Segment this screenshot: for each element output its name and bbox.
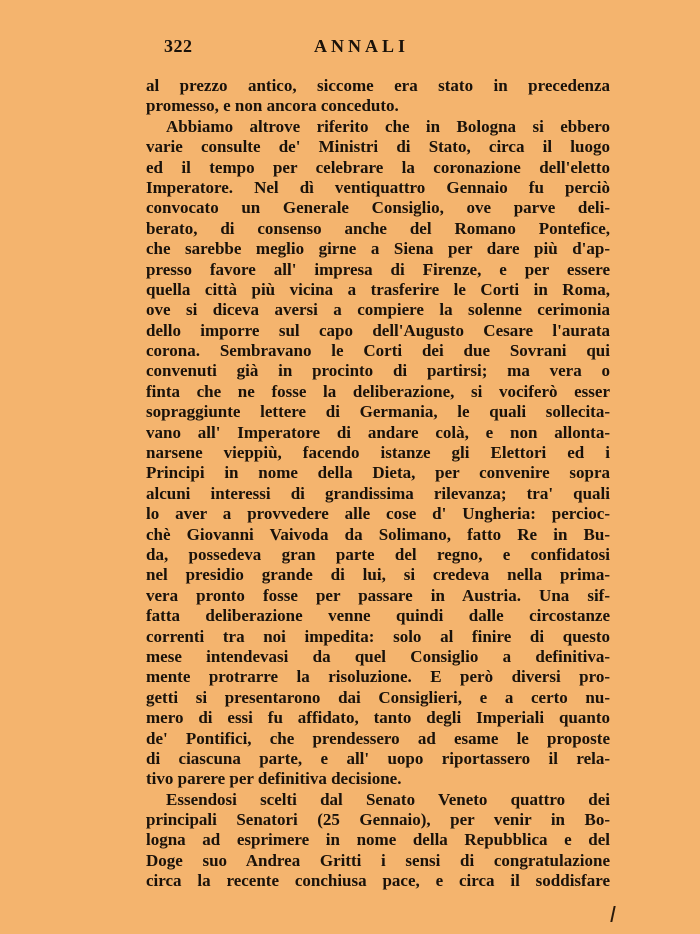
text-line: Imperatore. Nel dì ventiquattro Gennaio fu perciò	[146, 177, 610, 197]
text-line: Essendosi scelti dal Senato Veneto quattro dei	[166, 789, 610, 809]
text-line: mente protrarre la risoluzione. E però diversi pro-	[146, 667, 610, 687]
text-line: nel presidio grande di lui, si credeva nella prima-	[146, 565, 610, 585]
text-line: de' Pontifici, che prendessero ad esame le proposte	[146, 728, 610, 748]
text-line: presso favore all' impresa di Firenze, e per essere	[146, 259, 610, 279]
body-text	[146, 76, 610, 892]
text-line: vano all' Imperatore di andare colà, e non allonta-	[146, 422, 610, 442]
text-line: Principi in nome della Dieta, per convenire sopra	[146, 463, 610, 483]
text-line: finta che ne fosse la deliberazione, si vociferò esser	[146, 381, 610, 401]
edge-mark	[610, 906, 615, 922]
page-header	[146, 36, 610, 62]
text-line: narsene vieppiù, facendo istanze gli Elettori ed i	[146, 443, 610, 463]
text-line: getti si presentarono dai Consiglieri, e a certo nu-	[146, 687, 610, 707]
running-head: ANNALI	[314, 36, 410, 56]
text-line: chè Giovanni Vaivoda da Solimano, fatto Re in Bu-	[146, 524, 610, 544]
text-line: correnti tra noi impedita: solo al finire di questo	[146, 626, 610, 646]
text-line: berato, di consenso anche del Romano Pontefice,	[146, 218, 610, 238]
text-line: quella città più vicina a trasferire le Corti in Roma,	[146, 279, 610, 299]
text-line: Abbiamo altrove riferito che in Bologna si ebbero	[166, 116, 610, 136]
page-number: 322	[164, 36, 193, 56]
text-line: mero di essi fu affidato, tanto degli Imperiali quanto	[146, 708, 610, 728]
text-line: varie consulte de' Ministri di Stato, circa il luogo	[146, 137, 610, 157]
text-line: lo aver a provvedere alle cose d' Ungheria: percioc-	[146, 504, 610, 524]
text-line: che sarebbe meglio girne a Siena per dare più d'ap-	[146, 239, 610, 259]
text-line: circa la recente conchiusa pace, e circa il soddisfare	[146, 871, 610, 891]
faded-footer-mark	[390, 900, 560, 916]
text-line: di ciascuna parte, e all' uopo riportassero il rela-	[146, 748, 610, 768]
text-line: alcuni interessi di grandissima rilevanza; tra' quali	[146, 483, 610, 503]
text-line: logna ad esprimere in nome della Repubblica e del	[146, 830, 610, 850]
text-line: convocato un Generale Consiglio, ove parve deli-	[146, 198, 610, 218]
text-line: corona. Sembravano le Corti dei due Sovrani qui	[146, 341, 610, 361]
text-line: promesso, e non ancora conceduto.	[146, 96, 399, 116]
text-line: vera pronto fosse per passare in Austria. Una sif-	[146, 585, 610, 605]
text-line: convenuti già in procinto di partirsi; ma vera o	[146, 361, 610, 381]
text-line: da, possedeva gran parte del regno, e confidatosi	[146, 544, 610, 564]
text-line: dello imporre sul capo dell'Augusto Cesare l'aurata	[146, 320, 610, 340]
text-line: Doge suo Andrea Gritti i sensi di congratulazione	[146, 850, 610, 870]
text-line: ed il tempo per celebrare la coronazione dell'eletto	[146, 157, 610, 177]
text-line: ove si diceva aversi a compiere la solenne cerimonia	[146, 300, 610, 320]
text-line: al prezzo antico, siccome era stato in precedenza	[146, 76, 610, 95]
text-line: fatta deliberazione venne quindi dalle circostanze	[146, 606, 610, 626]
text-line: sopraggiunte lettere di Germania, le quali sollecita-	[146, 402, 610, 422]
text-line: tivo parere per definitiva decisione.	[146, 769, 402, 789]
text-line: principali Senatori (25 Gennaio), per venir in Bo-	[146, 810, 610, 830]
text-line: mese intendevasi da quel Consiglio a definitiva-	[146, 646, 610, 666]
